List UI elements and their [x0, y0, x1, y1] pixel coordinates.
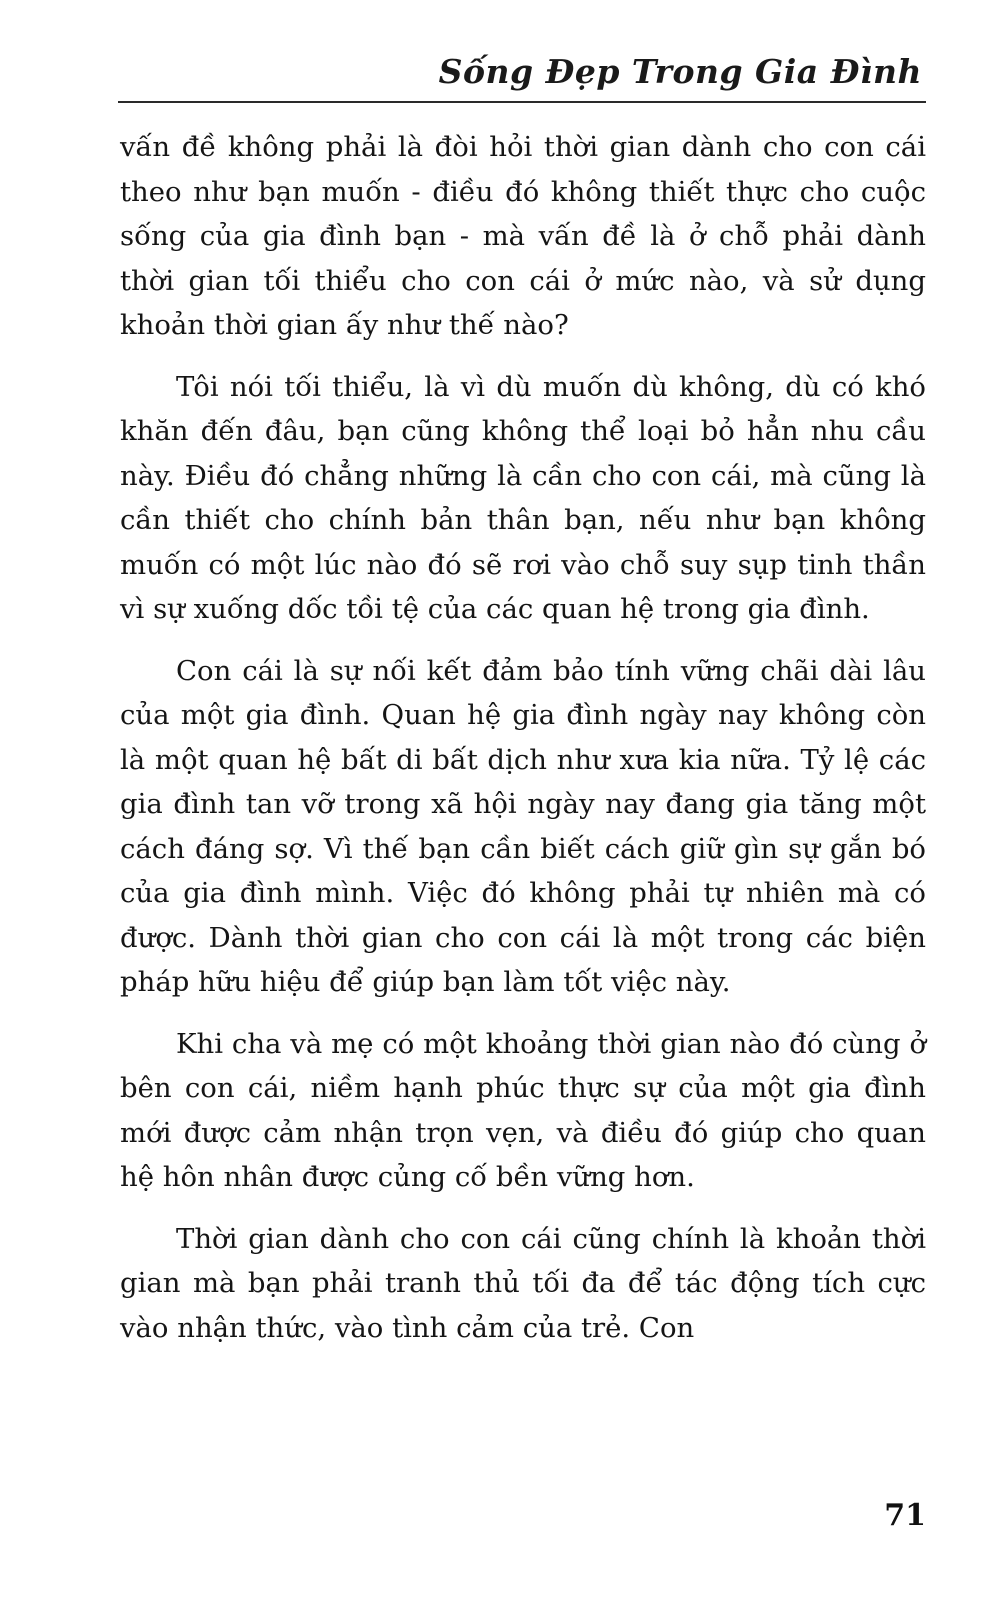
- paragraph: Thời gian dành cho con cái cũng chính là khoản thời gian mà bạn phải tranh thủ tối đa để tác động tích cực vào nhận thức, vào tình cảm của trẻ. Con: [120, 1222, 926, 1344]
- page-number: 71: [884, 1498, 926, 1533]
- paragraph-continued: vấn đề không phải là đòi hỏi thời gian dành cho con cái theo như bạn muốn - điều đó không thiết thực cho cuộc sống của gia đình bạn - mà vấn đề là ở chỗ phải dành thời gian tối thiểu cho con cái ở mức nào, và sử dụng khoản thời gian ấy như thế nào?: [120, 131, 926, 341]
- paragraph: Con cái là sự nối kết đảm bảo tính vững chãi dài lâu của một gia đình. Quan hệ gia đình ngày nay không còn là một quan hệ bất di bất dịch như xưa kia nữa. Tỷ lệ các gia đình tan vỡ trong xã hội ngày nay đang gia tăng một cách đáng sợ. Vì thế bạn cần biết cách giữ gìn sự gắn bó của gia đình mình. Việc đó không phải tự nhiên mà có được. Dành thời gian cho con cái là một trong các biện pháp hữu hiệu để giúp bạn làm tốt việc này.: [120, 654, 926, 998]
- header-divider: [118, 101, 926, 103]
- running-header-title: Sống Đẹp Trong Gia Đình: [438, 52, 922, 91]
- paragraph: Khi cha và mẹ có một khoảng thời gian nào đó cùng ở bên con cái, niềm hạnh phúc thực sự của một gia đình mới được cảm nhận trọn vẹn, và điều đó giúp cho quan hệ hôn nhân được củng cố bền vững hơn.: [120, 1027, 926, 1193]
- page-body: [120, 125, 926, 1367]
- paragraph: Tôi nói tối thiểu, là vì dù muốn dù không, dù có khó khăn đến đâu, bạn cũng không thể loại bỏ hẳn nhu cầu này. Điều đó chẳng những là cần cho con cái, mà cũng là cần thiết cho chính bản thân bạn, nếu như bạn không muốn có một lúc nào đó sẽ rơi vào chỗ suy sụp tinh thần vì sự xuống dốc tồi tệ của các quan hệ trong gia đình.: [120, 370, 926, 625]
